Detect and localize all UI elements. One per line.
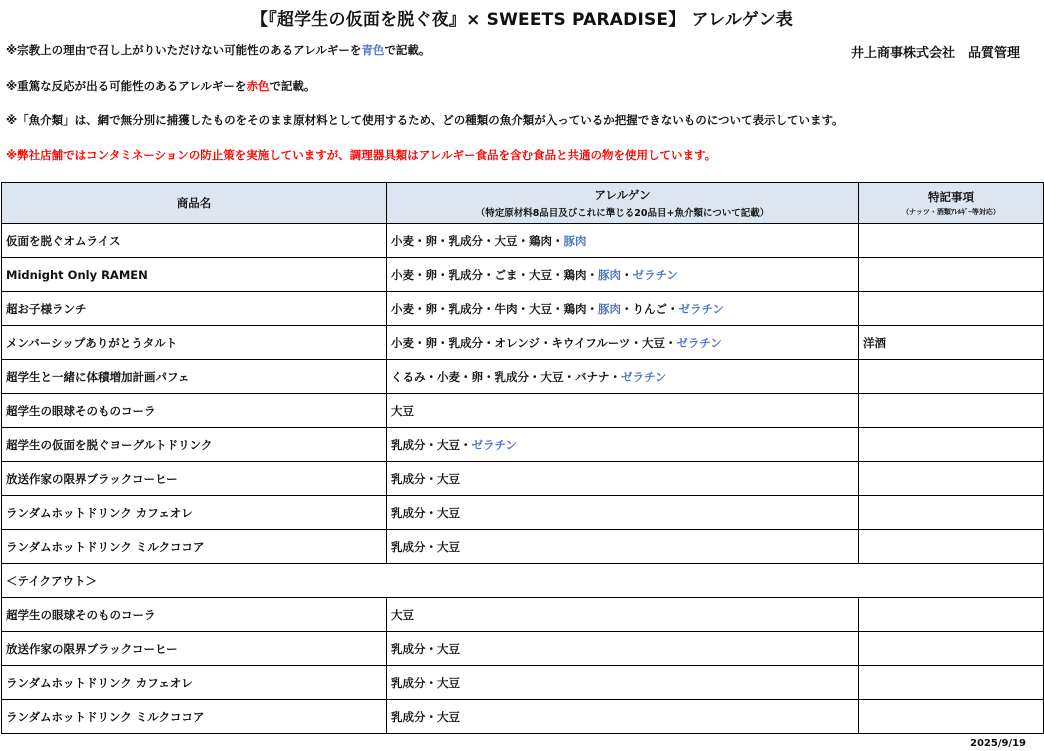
allergen-item: オレンジ — [494, 335, 540, 350]
allergen-separator: ・ — [667, 301, 679, 316]
header-special-notes — [859, 183, 1044, 224]
note-severe-color-word: 赤色 — [246, 79, 270, 93]
allergen-item: 乳成分 — [391, 675, 426, 690]
special-note-cell: 洋酒 — [859, 326, 1044, 360]
allergen-item: 大豆 — [494, 233, 518, 248]
allergen-separator: ・ — [621, 301, 633, 316]
special-note-cell — [859, 496, 1044, 530]
allergen-separator: ・ — [517, 233, 529, 248]
product-name-cell: ランダムホットドリンク カフェオレ — [2, 666, 387, 700]
allergen-separator: ・ — [437, 233, 449, 248]
allergen-separator: ・ — [483, 335, 495, 350]
document-date: 2025/9/19 — [969, 738, 1026, 749]
allergen-item: 鶏肉 — [563, 301, 587, 316]
allergen-item: 大豆 — [437, 539, 460, 554]
header-special-title: 特記事項 — [928, 190, 974, 204]
allergen-item: 大豆 — [437, 505, 460, 520]
allergen-item: 大豆 — [437, 437, 460, 452]
product-name-cell: ランダムホットドリンク ミルクココア — [2, 700, 387, 734]
allergen-separator: ・ — [563, 369, 575, 384]
header-allergen-subtitle: （特定原材料8品目及びこれに準じる20品目+魚介類について記載） — [475, 208, 770, 219]
note-religious-suffix: で記載。 — [384, 43, 431, 57]
product-name-cell: Midnight Only RAMEN — [2, 258, 387, 292]
special-note-cell — [859, 360, 1044, 394]
allergen-separator: ・ — [517, 301, 529, 316]
special-note-cell — [859, 428, 1044, 462]
allergen-item: ゼラチン — [471, 437, 517, 452]
allergen-separator: ・ — [414, 267, 426, 282]
product-name-cell: 超学生の眼球そのものコーラ — [2, 394, 387, 428]
allergen-separator: ・ — [552, 301, 564, 316]
table-row — [2, 530, 1044, 564]
allergen-separator: ・ — [630, 335, 642, 350]
allergen-item: 鶏肉 — [529, 233, 552, 248]
allergen-cell — [387, 530, 859, 564]
note-severe-prefix: ※重篤な反応が出る可能性のあるアレルギーを — [6, 79, 247, 93]
allergen-item: 乳成分 — [391, 505, 426, 520]
allergen-separator: ・ — [414, 301, 426, 316]
allergen-item: ゼラチン — [678, 301, 724, 316]
allergen-item: 乳成分 — [391, 709, 426, 724]
table-row — [2, 700, 1044, 734]
allergen-separator: ・ — [483, 369, 495, 384]
table-row — [2, 666, 1044, 700]
allergen-item: 小麦 — [391, 301, 414, 316]
special-note-cell — [859, 224, 1044, 258]
allergen-item: 卵 — [425, 267, 437, 282]
allergen-cell — [387, 496, 859, 530]
product-name-cell: 仮面を脱ぐオムライス — [2, 224, 387, 258]
table-row — [2, 428, 1044, 462]
allergen-separator: ・ — [552, 267, 564, 282]
allergen-item: 乳成分 — [448, 233, 483, 248]
allergen-cell — [387, 462, 859, 496]
special-note-cell — [859, 258, 1044, 292]
allergen-item: バナナ — [575, 369, 610, 384]
allergen-separator: ・ — [483, 233, 495, 248]
header-special-subtitle: （ナッツ・酒類ｱﾚﾙｷﾞｰ等対応） — [902, 208, 1000, 216]
note-religious-prefix: ※宗教上の理由で召し上がりいただけない可能性のあるアレルギーを — [6, 43, 362, 57]
special-note-cell — [859, 292, 1044, 326]
allergen-separator: ・ — [483, 301, 495, 316]
allergen-item: ゼラチン — [676, 335, 722, 350]
product-name-cell: 放送作家の限界ブラックコーヒー — [2, 632, 387, 666]
allergen-item: 大豆 — [437, 471, 460, 486]
allergen-item: 乳成分 — [448, 301, 483, 316]
special-note-cell — [859, 700, 1044, 734]
product-name-cell: 超学生と一緒に体積増加計画パフェ — [2, 360, 387, 394]
allergen-separator: ・ — [539, 335, 552, 350]
allergen-item: 卵 — [471, 369, 483, 384]
table-row — [2, 292, 1044, 326]
allergen-item: 豚肉 — [563, 233, 587, 248]
allergen-cell — [387, 394, 859, 428]
allergen-cell — [387, 700, 859, 734]
special-note-cell — [859, 530, 1044, 564]
allergen-separator: ・ — [586, 267, 598, 282]
allergen-item: 卵 — [425, 335, 437, 350]
allergen-item: 乳成分 — [391, 641, 426, 656]
allergen-item: 大豆 — [529, 267, 552, 282]
allergen-separator: ・ — [437, 335, 449, 350]
allergen-item: 乳成分 — [391, 471, 426, 486]
allergen-cell — [387, 598, 859, 632]
section-row-takeout — [2, 564, 1044, 598]
allergen-item: 大豆 — [437, 641, 460, 656]
allergen-item: 大豆 — [540, 369, 564, 384]
allergen-item: 大豆 — [391, 607, 414, 622]
allergen-cell — [387, 258, 859, 292]
note-severe-suffix: で記載。 — [269, 79, 316, 93]
allergen-separator: ・ — [529, 369, 541, 384]
allergen-separator: ・ — [425, 369, 437, 384]
table-header-row — [2, 183, 1044, 224]
allergen-item: 乳成分 — [391, 539, 426, 554]
allergen-item: 乳成分 — [494, 369, 529, 384]
allergen-table — [1, 182, 1044, 734]
allergen-separator: ・ — [609, 369, 621, 384]
allergen-separator: ・ — [664, 335, 677, 350]
allergen-cell — [387, 360, 859, 394]
table-row — [2, 462, 1044, 496]
table-row — [2, 496, 1044, 530]
allergen-separator: ・ — [425, 709, 437, 724]
allergen-item: 小麦 — [437, 369, 460, 384]
allergen-item: 小麦 — [391, 267, 414, 282]
allergen-separator: ・ — [425, 539, 437, 554]
special-note-cell — [859, 598, 1044, 632]
allergen-separator: ・ — [517, 267, 529, 282]
allergen-separator: ・ — [460, 437, 472, 452]
note-religious-color-word: 青色 — [361, 43, 385, 57]
allergen-item: 牛肉 — [494, 301, 518, 316]
product-name-cell: 超お子様ランチ — [2, 292, 387, 326]
allergen-item: 豚肉 — [598, 301, 621, 316]
product-name-cell: メンバーシップありがとうタルト — [2, 326, 387, 360]
special-note-cell — [859, 462, 1044, 496]
allergen-cell — [387, 326, 859, 360]
allergen-separator: ・ — [425, 641, 437, 656]
allergen-item: 卵 — [425, 233, 437, 248]
allergen-item: ゼラチン — [621, 369, 667, 384]
allergen-separator: ・ — [552, 233, 564, 248]
allergen-item: 乳成分 — [448, 267, 483, 282]
allergen-item: 大豆 — [437, 709, 460, 724]
allergen-item: 大豆 — [641, 335, 665, 350]
note-severe — [6, 78, 315, 94]
allergen-separator: ・ — [414, 233, 426, 248]
allergen-cell — [387, 428, 859, 462]
product-name-cell: ランダムホットドリンク カフェオレ — [2, 496, 387, 530]
allergen-item: 豚肉 — [598, 267, 621, 282]
allergen-item: りんご — [632, 301, 667, 316]
allergen-item: 大豆 — [529, 301, 552, 316]
allergen-item: 乳成分 — [448, 335, 483, 350]
allergen-separator: ・ — [460, 369, 472, 384]
header-allergen-title: アレルゲン — [594, 188, 651, 202]
company-name: 井上商事株式会社 品質管理 — [850, 46, 1020, 61]
table-row — [2, 326, 1044, 360]
table-row — [2, 394, 1044, 428]
product-name-cell: 放送作家の限界ブラックコーヒー — [2, 462, 387, 496]
header-allergen — [387, 183, 859, 224]
special-note-cell — [859, 394, 1044, 428]
product-name-cell: 超学生の眼球そのものコーラ — [2, 598, 387, 632]
allergen-separator: ・ — [425, 675, 437, 690]
allergen-separator: ・ — [425, 471, 437, 486]
allergen-item: 卵 — [425, 301, 437, 316]
allergen-item: キウイフルーツ — [551, 335, 631, 350]
allergen-separator: ・ — [621, 267, 633, 282]
allergen-cell — [387, 632, 859, 666]
allergen-separator: ・ — [437, 267, 449, 282]
allergen-separator: ・ — [437, 301, 449, 316]
allergen-separator: ・ — [586, 301, 598, 316]
allergen-cell — [387, 666, 859, 700]
table-row — [2, 360, 1044, 394]
allergen-item: 小麦 — [391, 233, 414, 248]
note-seafood: ※「魚介類」は、網で無分別に捕獲したものをそのまま原材料として使用するため、どの種類の魚介類が入っているか把握できないものについて表示しています。 — [6, 113, 844, 127]
table-row — [2, 632, 1044, 666]
allergen-item: ごま — [494, 267, 518, 282]
table-row — [2, 224, 1044, 258]
allergen-separator: ・ — [414, 335, 426, 350]
page-title: 【『超学生の仮面を脱ぐ夜』× SWEETS PARADISE】 アレルゲン表 — [251, 10, 793, 30]
table-row — [2, 258, 1044, 292]
allergen-cell — [387, 224, 859, 258]
allergen-separator: ・ — [425, 437, 437, 452]
allergen-item: 鶏肉 — [563, 267, 587, 282]
allergen-cell — [387, 292, 859, 326]
product-name-cell: ランダムホットドリンク ミルクココア — [2, 530, 387, 564]
table-row — [2, 598, 1044, 632]
allergen-item: 乳成分 — [391, 437, 426, 452]
allergen-separator: ・ — [425, 505, 437, 520]
special-note-cell — [859, 632, 1044, 666]
allergen-item: くるみ — [391, 369, 426, 384]
special-note-cell — [859, 666, 1044, 700]
allergen-item: 大豆 — [391, 403, 414, 418]
allergen-item: 小麦 — [391, 335, 414, 350]
section-takeout-label: ＜テイクアウト＞ — [2, 564, 1044, 598]
allergen-separator: ・ — [483, 267, 495, 282]
allergen-item: ゼラチン — [632, 267, 678, 282]
header-product-name: 商品名 — [2, 183, 387, 224]
note-contamination: ※弊社店舗ではコンタミネーションの防止策を実施していますが、調理器具類はアレルギー食品を含む食品と共通の物を使用しています。 — [6, 148, 717, 162]
note-religious — [6, 42, 430, 58]
allergen-item: 大豆 — [437, 675, 460, 690]
product-name-cell: 超学生の仮面を脱ぐヨーグルトドリンク — [2, 428, 387, 462]
